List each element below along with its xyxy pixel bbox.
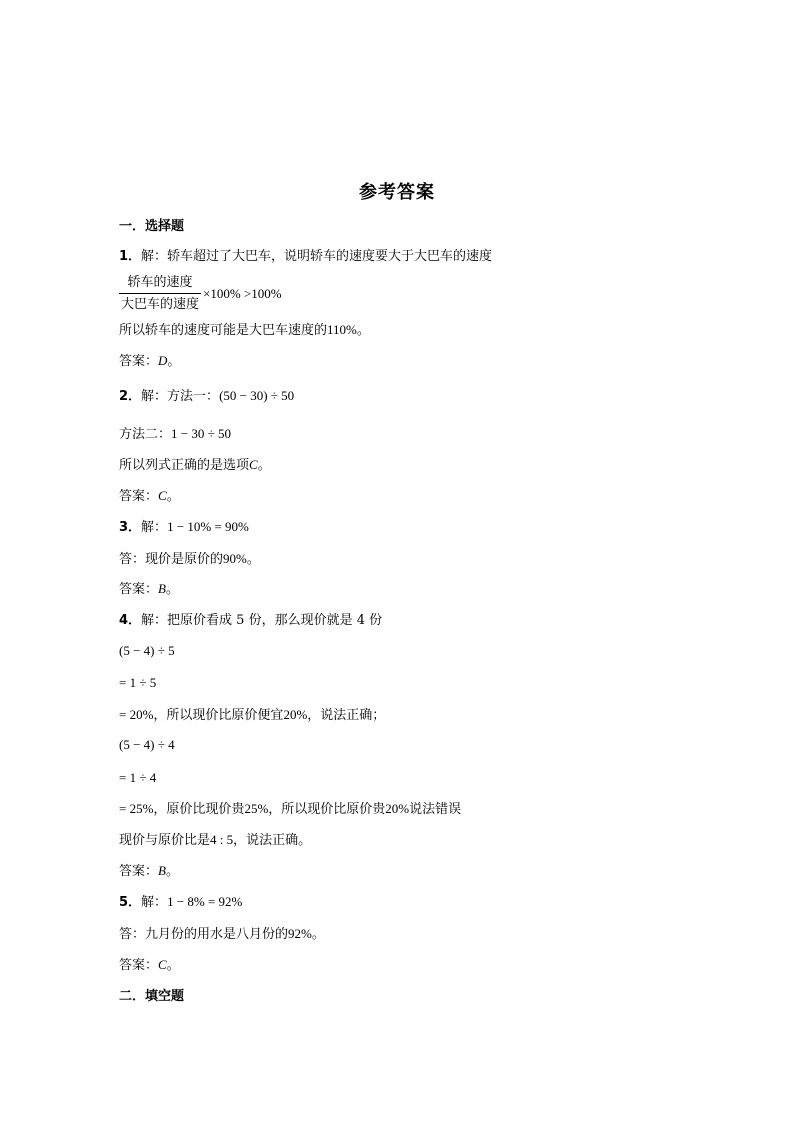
q5-number: 5．	[119, 895, 142, 910]
q1-line3-end: 。	[356, 323, 370, 338]
page-title: 参考答案	[359, 182, 435, 203]
q1-text: 解：轿车超过了大巴车，说明轿车的速度要大于大巴车的速度	[141, 249, 493, 264]
q2-answer-end: 。	[166, 489, 180, 504]
q4-line7-value2: 20%	[385, 801, 410, 816]
q3-line2	[119, 550, 260, 569]
q2-line3	[119, 456, 271, 475]
q5-answer-choice: C	[158, 957, 167, 972]
q1-answer-choice: D	[158, 353, 168, 368]
q1-answer	[119, 352, 180, 371]
q4-line8-text: 现价与原价比是	[119, 833, 211, 848]
q4-line7-text1: ，原价比现价贵	[153, 802, 245, 817]
q4-answer-choice: B	[158, 863, 166, 878]
q4-line7-formula: = 25%	[119, 801, 154, 816]
q4-line2: (5 − 4) ÷ 5	[119, 643, 175, 658]
q4-line7-end: 说法错误	[409, 802, 462, 817]
q4-line5: (5 − 4) ÷ 4	[119, 737, 175, 752]
q5-answer-label: 答案：	[119, 958, 159, 973]
q3-line2-text: 答：现价是原价的	[119, 552, 224, 567]
q4-line4-end: ，说法正确；	[307, 708, 386, 723]
q1-fraction-rest: ×100% >100%	[203, 285, 282, 301]
q3-line1	[119, 518, 249, 537]
q2-line3-choice: C	[249, 457, 258, 472]
q5-line1	[119, 893, 242, 912]
q1-fraction	[119, 274, 201, 313]
q5-line1-formula: 1 − 8% = 92%	[167, 894, 243, 909]
q4-line7-value1: 25%	[244, 801, 269, 816]
q4-line1-text: 解：把原价看成 5 份，那么现价就是 4 份	[141, 613, 383, 628]
q5-line2-text: 答：九月份的用水是八月份的	[119, 927, 289, 942]
q3-line2-end: 。	[246, 552, 260, 567]
q5-answer-end: 。	[166, 958, 180, 973]
q2-line3-text: 所以列式正确的是选项	[119, 458, 250, 473]
q4-line8	[119, 831, 311, 850]
q3-answer-end: 。	[165, 582, 179, 597]
q1-fraction-denominator: 大巴车的速度	[121, 297, 200, 312]
q1-line3-text: 所以轿车的速度可能是大巴车速度的	[119, 323, 328, 338]
q4-line8-ratio: 4 : 5	[210, 832, 234, 847]
q2-line1	[119, 387, 294, 406]
q4-line4-formula: = 20%	[119, 707, 154, 722]
q4-line4-text: ，所以现价比原价便宜	[153, 708, 284, 723]
q2-answer-label: 答案：	[119, 489, 159, 504]
q2-line2-text: 方法二：	[119, 427, 172, 442]
q5-line2	[119, 925, 325, 944]
q5-line1-text: 解：	[141, 895, 168, 910]
q5-answer	[119, 956, 180, 975]
q1-number: 1．	[119, 249, 142, 264]
q2-answer-choice: C	[158, 488, 167, 503]
q3-answer-choice: B	[158, 581, 166, 596]
q4-line1	[119, 612, 382, 630]
q4-line4	[119, 706, 385, 725]
q4-line6: = 1 ÷ 4	[119, 770, 157, 785]
q2-line1-text: 解：方法一：	[141, 389, 220, 404]
q2-answer	[119, 487, 180, 506]
q4-line3: = 1 ÷ 5	[119, 675, 157, 690]
section-heading-fill: 二．填空题	[119, 989, 185, 1004]
section-heading-choice: 一．选择题	[119, 219, 185, 234]
q1-line3-value: 110%	[327, 322, 357, 337]
q4-answer-label: 答案：	[119, 864, 159, 879]
q4-line8-end: ，说法正确。	[233, 833, 312, 848]
q2-line2-formula: 1 − 30 ÷ 50	[171, 426, 231, 441]
q3-number: 3．	[119, 520, 142, 535]
q1-fraction-expression	[119, 274, 282, 313]
q4-line4-value: 20%	[283, 707, 308, 722]
q1-fraction-numerator: 轿车的速度	[119, 274, 201, 294]
q2-line2	[119, 425, 231, 444]
q2-number: 2．	[119, 389, 142, 404]
q1-line1	[119, 248, 492, 266]
q3-line2-value: 90%	[223, 551, 247, 566]
q4-answer-end: 。	[165, 864, 179, 879]
q2-line1-formula: (50 − 30) ÷ 50	[219, 388, 295, 403]
q4-answer	[119, 862, 179, 881]
q4-line7-text2: ，所以现价比原价贵	[268, 802, 386, 817]
q4-line7	[119, 800, 461, 819]
q4-number: 4．	[119, 613, 142, 628]
q1-answer-end: 。	[167, 354, 181, 369]
q3-answer-label: 答案：	[119, 582, 159, 597]
q3-line1-formula: 1 − 10% = 90%	[167, 519, 249, 534]
q5-line2-value: 92%	[288, 926, 312, 941]
q3-line1-text: 解：	[141, 520, 168, 535]
q2-line3-end: 。	[257, 458, 271, 473]
q3-answer	[119, 580, 179, 599]
q5-line2-end: 。	[311, 927, 325, 942]
q1-line3	[119, 321, 370, 340]
q1-answer-label: 答案：	[119, 354, 159, 369]
